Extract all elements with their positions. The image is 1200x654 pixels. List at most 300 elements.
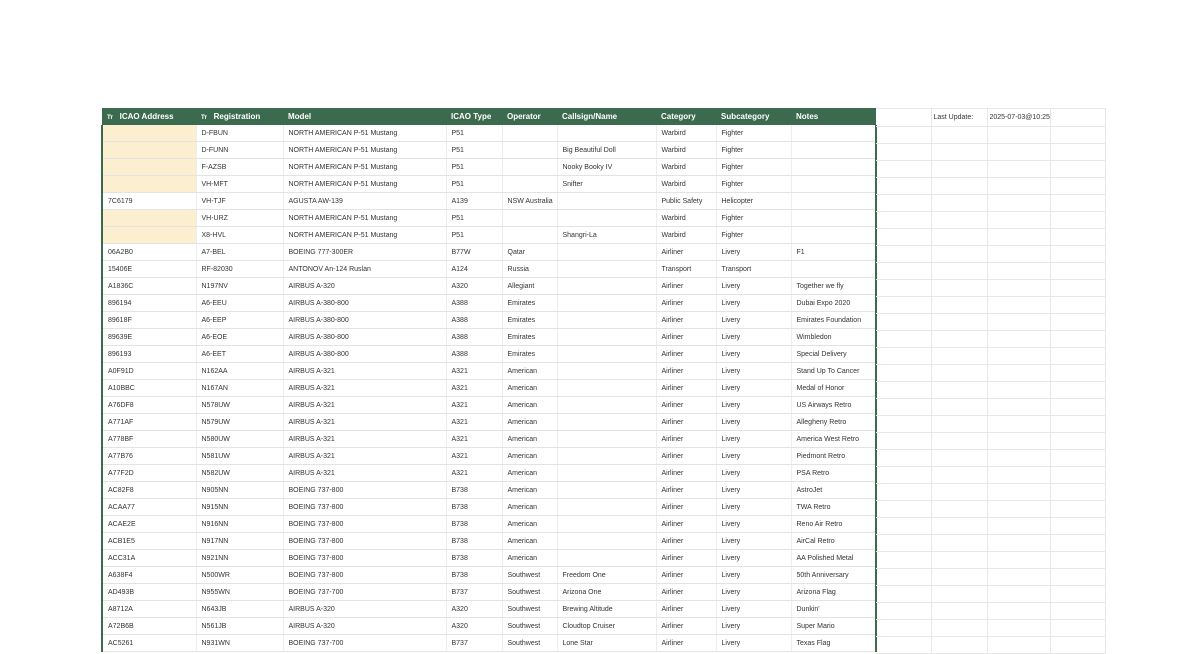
category-cell[interactable]: Airliner — [656, 465, 716, 482]
table-row[interactable] — [102, 499, 876, 516]
notes-cell[interactable]: America West Retro — [791, 431, 876, 448]
model-cell[interactable]: AIRBUS A-380-800 — [283, 329, 446, 346]
registration-cell[interactable]: N579UW — [196, 414, 283, 431]
registration-cell[interactable]: X8-HVL — [196, 227, 283, 244]
callsign-cell[interactable] — [557, 380, 656, 397]
empty-cell[interactable] — [987, 365, 1050, 382]
category-cell[interactable]: Airliner — [656, 312, 716, 329]
model-cell[interactable]: NORTH AMERICAN P-51 Mustang — [283, 125, 446, 142]
notes-cell[interactable]: Dubai Expo 2020 — [791, 295, 876, 312]
notes-cell[interactable]: 50th Anniversary — [791, 567, 876, 584]
column-header-subcategory[interactable]: Subcategory — [716, 108, 791, 125]
subcategory-cell[interactable]: Livery — [716, 244, 791, 261]
callsign-cell[interactable]: Cloudtop Cruiser — [557, 618, 656, 635]
icao-address-cell[interactable]: ACB1E5 — [102, 533, 196, 550]
registration-cell[interactable]: N916NN — [196, 516, 283, 533]
subcategory-cell[interactable]: Fighter — [716, 176, 791, 193]
icao-type-cell[interactable]: P51 — [446, 176, 502, 193]
notes-cell[interactable]: Allegheny Retro — [791, 414, 876, 431]
operator-cell[interactable]: American — [502, 397, 557, 414]
icao-address-cell[interactable]: 896194 — [102, 295, 196, 312]
table-row[interactable] — [102, 295, 876, 312]
category-cell[interactable]: Warbird — [656, 227, 716, 244]
icao-address-cell[interactable] — [102, 159, 196, 176]
empty-cell[interactable] — [1050, 467, 1105, 484]
icao-type-cell[interactable]: B738 — [446, 550, 502, 567]
registration-cell[interactable]: N581UW — [196, 448, 283, 465]
operator-cell[interactable]: American — [502, 516, 557, 533]
registration-cell[interactable]: N578UW — [196, 397, 283, 414]
category-cell[interactable]: Warbird — [656, 176, 716, 193]
empty-cell[interactable] — [987, 229, 1050, 246]
subcategory-cell[interactable]: Livery — [716, 601, 791, 618]
table-row[interactable] — [102, 363, 876, 380]
category-cell[interactable]: Airliner — [656, 533, 716, 550]
model-cell[interactable]: BOEING 737-800 — [283, 482, 446, 499]
empty-cell[interactable] — [1050, 450, 1105, 467]
registration-cell[interactable]: N162AA — [196, 363, 283, 380]
operator-cell[interactable]: American — [502, 431, 557, 448]
registration-cell[interactable]: N955WN — [196, 584, 283, 601]
empty-cell[interactable] — [987, 161, 1050, 178]
callsign-cell[interactable]: Nooky Booky IV — [557, 159, 656, 176]
icao-type-cell[interactable]: A388 — [446, 295, 502, 312]
empty-cell[interactable] — [1050, 365, 1105, 382]
empty-cell[interactable] — [987, 399, 1050, 416]
empty-cell[interactable] — [987, 518, 1050, 535]
notes-cell[interactable]: Arizona Flag — [791, 584, 876, 601]
empty-cell[interactable] — [876, 263, 931, 280]
callsign-cell[interactable] — [557, 533, 656, 550]
empty-cell[interactable] — [876, 280, 931, 297]
callsign-cell[interactable] — [557, 397, 656, 414]
empty-cell[interactable] — [931, 416, 987, 433]
empty-cell[interactable] — [876, 331, 931, 348]
empty-cell[interactable] — [987, 450, 1050, 467]
empty-cell[interactable] — [1050, 382, 1105, 399]
empty-cell[interactable] — [876, 603, 931, 620]
empty-cell[interactable] — [987, 212, 1050, 229]
icao-type-cell[interactable]: P51 — [446, 227, 502, 244]
registration-cell[interactable]: N561JB — [196, 618, 283, 635]
icao-address-cell[interactable]: A10BBC — [102, 380, 196, 397]
icao-type-cell[interactable]: P51 — [446, 159, 502, 176]
subcategory-cell[interactable]: Livery — [716, 482, 791, 499]
operator-cell[interactable]: Southwest — [502, 567, 557, 584]
icao-address-cell[interactable]: A77B76 — [102, 448, 196, 465]
icao-type-cell[interactable]: B738 — [446, 516, 502, 533]
category-cell[interactable]: Airliner — [656, 584, 716, 601]
category-cell[interactable]: Airliner — [656, 618, 716, 635]
icao-type-cell[interactable]: A124 — [446, 261, 502, 278]
empty-cell[interactable] — [987, 263, 1050, 280]
empty-cell[interactable] — [876, 229, 931, 246]
empty-cell[interactable] — [1050, 144, 1105, 161]
empty-cell[interactable] — [931, 314, 987, 331]
empty-cell[interactable] — [987, 297, 1050, 314]
subcategory-cell[interactable]: Livery — [716, 584, 791, 601]
subcategory-cell[interactable]: Livery — [716, 550, 791, 567]
empty-cell[interactable] — [931, 365, 987, 382]
icao-address-cell[interactable]: 15406E — [102, 261, 196, 278]
empty-cell[interactable] — [1050, 314, 1105, 331]
subcategory-cell[interactable]: Livery — [716, 312, 791, 329]
model-cell[interactable]: AIRBUS A-380-800 — [283, 295, 446, 312]
callsign-cell[interactable] — [557, 125, 656, 142]
icao-address-cell[interactable]: ACC31A — [102, 550, 196, 567]
category-cell[interactable]: Warbird — [656, 125, 716, 142]
empty-cell[interactable] — [876, 484, 931, 501]
callsign-cell[interactable] — [557, 244, 656, 261]
subcategory-cell[interactable]: Livery — [716, 499, 791, 516]
registration-cell[interactable]: N580UW — [196, 431, 283, 448]
last-update-label[interactable]: Last Update: — [931, 109, 987, 127]
empty-cell[interactable] — [1050, 109, 1105, 127]
empty-cell[interactable] — [876, 433, 931, 450]
callsign-cell[interactable]: Shangri-La — [557, 227, 656, 244]
callsign-cell[interactable] — [557, 312, 656, 329]
category-cell[interactable]: Airliner — [656, 550, 716, 567]
subcategory-cell[interactable]: Livery — [716, 567, 791, 584]
operator-cell[interactable]: Emirates — [502, 346, 557, 363]
empty-cell[interactable] — [931, 280, 987, 297]
notes-cell[interactable]: Together we fly — [791, 278, 876, 295]
empty-cell[interactable] — [931, 382, 987, 399]
notes-cell[interactable] — [791, 227, 876, 244]
empty-cell[interactable] — [987, 603, 1050, 620]
icao-address-cell[interactable]: A771AF — [102, 414, 196, 431]
registration-cell[interactable]: N582UW — [196, 465, 283, 482]
operator-cell[interactable]: NSW Australia — [502, 193, 557, 210]
subcategory-cell[interactable]: Livery — [716, 516, 791, 533]
empty-cell[interactable] — [987, 586, 1050, 603]
icao-address-cell[interactable]: A638F4 — [102, 567, 196, 584]
empty-cell[interactable] — [876, 416, 931, 433]
operator-cell[interactable]: American — [502, 499, 557, 516]
category-cell[interactable]: Airliner — [656, 295, 716, 312]
operator-cell[interactable]: American — [502, 363, 557, 380]
callsign-cell[interactable] — [557, 261, 656, 278]
model-cell[interactable]: AGUSTA AW-139 — [283, 193, 446, 210]
empty-cell[interactable] — [987, 178, 1050, 195]
table-row[interactable] — [102, 329, 876, 346]
empty-cell[interactable] — [876, 297, 931, 314]
empty-cell[interactable] — [876, 212, 931, 229]
icao-type-cell[interactable]: B738 — [446, 567, 502, 584]
icao-address-cell[interactable]: AC5261 — [102, 635, 196, 652]
icao-type-cell[interactable]: A321 — [446, 431, 502, 448]
callsign-cell[interactable] — [557, 363, 656, 380]
table-row[interactable] — [102, 125, 876, 142]
category-cell[interactable]: Airliner — [656, 397, 716, 414]
registration-cell[interactable]: D-FUNN — [196, 142, 283, 159]
registration-cell[interactable]: VH-URZ — [196, 210, 283, 227]
callsign-cell[interactable] — [557, 414, 656, 431]
icao-type-cell[interactable]: P51 — [446, 210, 502, 227]
operator-cell[interactable] — [502, 210, 557, 227]
subcategory-cell[interactable]: Livery — [716, 329, 791, 346]
column-header-notes[interactable]: Notes — [791, 108, 876, 125]
empty-cell[interactable] — [1050, 280, 1105, 297]
notes-cell[interactable]: Dunkin' — [791, 601, 876, 618]
subcategory-cell[interactable]: Livery — [716, 363, 791, 380]
icao-type-cell[interactable]: A320 — [446, 278, 502, 295]
column-header-callsign[interactable]: Callsign/Name — [557, 108, 656, 125]
callsign-cell[interactable] — [557, 482, 656, 499]
empty-cell[interactable] — [1050, 620, 1105, 637]
empty-cell[interactable] — [987, 246, 1050, 263]
empty-cell[interactable] — [931, 161, 987, 178]
model-cell[interactable]: AIRBUS A-320 — [283, 601, 446, 618]
notes-cell[interactable]: Reno Air Retro — [791, 516, 876, 533]
category-cell[interactable]: Airliner — [656, 635, 716, 652]
icao-type-cell[interactable]: A388 — [446, 346, 502, 363]
model-cell[interactable]: AIRBUS A-380-800 — [283, 346, 446, 363]
category-cell[interactable]: Airliner — [656, 482, 716, 499]
empty-cell[interactable] — [1050, 127, 1105, 144]
empty-cell[interactable] — [987, 382, 1050, 399]
callsign-cell[interactable]: Arizona One — [557, 584, 656, 601]
empty-cell[interactable] — [876, 246, 931, 263]
icao-address-cell[interactable]: ACAA77 — [102, 499, 196, 516]
icao-address-cell[interactable]: A72B6B — [102, 618, 196, 635]
empty-cell[interactable] — [931, 297, 987, 314]
operator-cell[interactable]: Southwest — [502, 635, 557, 652]
empty-cell[interactable] — [876, 144, 931, 161]
icao-address-cell[interactable]: AD493B — [102, 584, 196, 601]
column-header-category[interactable]: Category — [656, 108, 716, 125]
operator-cell[interactable]: Russia — [502, 261, 557, 278]
empty-cell[interactable] — [931, 433, 987, 450]
registration-cell[interactable]: N905NN — [196, 482, 283, 499]
category-cell[interactable]: Airliner — [656, 601, 716, 618]
registration-cell[interactable]: N643JB — [196, 601, 283, 618]
icao-address-cell[interactable]: 896193 — [102, 346, 196, 363]
model-cell[interactable]: AIRBUS A-321 — [283, 414, 446, 431]
operator-cell[interactable]: Southwest — [502, 618, 557, 635]
model-cell[interactable]: BOEING 737-800 — [283, 516, 446, 533]
registration-cell[interactable]: N917NN — [196, 533, 283, 550]
empty-cell[interactable] — [931, 552, 987, 569]
icao-address-cell[interactable]: 7C6179 — [102, 193, 196, 210]
empty-cell[interactable] — [1050, 552, 1105, 569]
empty-cell[interactable] — [931, 263, 987, 280]
empty-cell[interactable] — [931, 467, 987, 484]
category-cell[interactable]: Airliner — [656, 244, 716, 261]
registration-cell[interactable]: N197NV — [196, 278, 283, 295]
icao-type-cell[interactable]: A388 — [446, 312, 502, 329]
empty-cell[interactable] — [876, 586, 931, 603]
callsign-cell[interactable]: Freedom One — [557, 567, 656, 584]
table-row[interactable] — [102, 346, 876, 363]
notes-cell[interactable]: Emirates Foundation — [791, 312, 876, 329]
column-header-registration[interactable]: Tт Registration — [196, 108, 283, 125]
icao-type-cell[interactable]: B738 — [446, 499, 502, 516]
model-cell[interactable]: AIRBUS A-321 — [283, 363, 446, 380]
callsign-cell[interactable] — [557, 193, 656, 210]
empty-cell[interactable] — [931, 586, 987, 603]
empty-cell[interactable] — [1050, 246, 1105, 263]
last-update-value[interactable]: 2025-07-03@10:25 — [987, 109, 1050, 127]
empty-cell[interactable] — [931, 603, 987, 620]
table-row[interactable] — [102, 278, 876, 295]
empty-cell[interactable] — [987, 127, 1050, 144]
icao-address-cell[interactable]: A0F91D — [102, 363, 196, 380]
notes-cell[interactable]: Super Mario — [791, 618, 876, 635]
empty-cell[interactable] — [1050, 212, 1105, 229]
empty-cell[interactable] — [931, 144, 987, 161]
empty-cell[interactable] — [1050, 637, 1105, 654]
subcategory-cell[interactable]: Fighter — [716, 159, 791, 176]
table-row[interactable] — [102, 244, 876, 261]
empty-cell[interactable] — [1050, 535, 1105, 552]
model-cell[interactable]: NORTH AMERICAN P-51 Mustang — [283, 142, 446, 159]
empty-cell[interactable] — [987, 144, 1050, 161]
empty-cell[interactable] — [931, 484, 987, 501]
category-cell[interactable]: Airliner — [656, 448, 716, 465]
table-row[interactable] — [102, 635, 876, 652]
table-row[interactable] — [102, 431, 876, 448]
callsign-cell[interactable] — [557, 465, 656, 482]
subcategory-cell[interactable]: Livery — [716, 431, 791, 448]
operator-cell[interactable]: Allegiant — [502, 278, 557, 295]
model-cell[interactable]: BOEING 737-800 — [283, 533, 446, 550]
callsign-cell[interactable] — [557, 550, 656, 567]
registration-cell[interactable]: D-FBUN — [196, 125, 283, 142]
subcategory-cell[interactable]: Livery — [716, 448, 791, 465]
model-cell[interactable]: BOEING 737-800 — [283, 567, 446, 584]
empty-cell[interactable] — [876, 450, 931, 467]
empty-cell[interactable] — [1050, 161, 1105, 178]
empty-cell[interactable] — [931, 637, 987, 654]
icao-type-cell[interactable]: P51 — [446, 142, 502, 159]
model-cell[interactable]: BOEING 737-700 — [283, 635, 446, 652]
model-cell[interactable]: NORTH AMERICAN P-51 Mustang — [283, 159, 446, 176]
registration-cell[interactable]: VH-TJF — [196, 193, 283, 210]
empty-cell[interactable] — [931, 246, 987, 263]
icao-type-cell[interactable]: B737 — [446, 635, 502, 652]
category-cell[interactable]: Airliner — [656, 499, 716, 516]
operator-cell[interactable]: American — [502, 414, 557, 431]
registration-cell[interactable]: N921NN — [196, 550, 283, 567]
table-row[interactable] — [102, 312, 876, 329]
empty-cell[interactable] — [876, 382, 931, 399]
notes-cell[interactable]: Wimbledon — [791, 329, 876, 346]
table-row[interactable] — [102, 448, 876, 465]
operator-cell[interactable]: American — [502, 550, 557, 567]
empty-cell[interactable] — [1050, 416, 1105, 433]
table-row[interactable] — [102, 227, 876, 244]
icao-address-cell[interactable] — [102, 125, 196, 142]
model-cell[interactable]: AIRBUS A-321 — [283, 380, 446, 397]
icao-address-cell[interactable] — [102, 227, 196, 244]
operator-cell[interactable]: American — [502, 533, 557, 550]
operator-cell[interactable] — [502, 159, 557, 176]
notes-cell[interactable]: Medal of Honor — [791, 380, 876, 397]
table-row[interactable] — [102, 465, 876, 482]
subcategory-cell[interactable]: Livery — [716, 533, 791, 550]
operator-cell[interactable]: American — [502, 448, 557, 465]
model-cell[interactable]: BOEING 737-700 — [283, 584, 446, 601]
empty-cell[interactable] — [931, 501, 987, 518]
icao-type-cell[interactable]: B738 — [446, 533, 502, 550]
empty-cell[interactable] — [876, 348, 931, 365]
table-row[interactable] — [102, 567, 876, 584]
subcategory-cell[interactable]: Transport — [716, 261, 791, 278]
subcategory-cell[interactable]: Fighter — [716, 125, 791, 142]
icao-address-cell[interactable]: A77F2D — [102, 465, 196, 482]
table-row[interactable] — [102, 482, 876, 499]
empty-cell[interactable] — [931, 195, 987, 212]
operator-cell[interactable]: Emirates — [502, 295, 557, 312]
callsign-cell[interactable]: Snifter — [557, 176, 656, 193]
empty-cell[interactable] — [987, 280, 1050, 297]
model-cell[interactable]: AIRBUS A-320 — [283, 618, 446, 635]
empty-cell[interactable] — [876, 620, 931, 637]
empty-cell[interactable] — [987, 620, 1050, 637]
empty-cell[interactable] — [931, 331, 987, 348]
empty-cell[interactable] — [931, 569, 987, 586]
subcategory-cell[interactable]: Fighter — [716, 142, 791, 159]
empty-cell[interactable] — [876, 399, 931, 416]
table-row[interactable] — [102, 176, 876, 193]
operator-cell[interactable]: Emirates — [502, 329, 557, 346]
empty-cell[interactable] — [931, 178, 987, 195]
empty-cell[interactable] — [987, 501, 1050, 518]
empty-cell[interactable] — [876, 552, 931, 569]
empty-cell[interactable] — [1050, 484, 1105, 501]
notes-cell[interactable]: AA Polished Metal — [791, 550, 876, 567]
table-row[interactable] — [102, 618, 876, 635]
table-row[interactable] — [102, 533, 876, 550]
subcategory-cell[interactable]: Fighter — [716, 227, 791, 244]
icao-address-cell[interactable]: 06A2B0 — [102, 244, 196, 261]
table-row[interactable] — [102, 584, 876, 601]
notes-cell[interactable]: AstroJet — [791, 482, 876, 499]
callsign-cell[interactable]: Big Beautiful Doll — [557, 142, 656, 159]
notes-cell[interactable]: US Airways Retro — [791, 397, 876, 414]
model-cell[interactable]: NORTH AMERICAN P-51 Mustang — [283, 210, 446, 227]
empty-cell[interactable] — [876, 127, 931, 144]
icao-type-cell[interactable]: A320 — [446, 618, 502, 635]
empty-cell[interactable] — [876, 501, 931, 518]
empty-cell[interactable] — [931, 229, 987, 246]
notes-cell[interactable]: PSA Retro — [791, 465, 876, 482]
table-row[interactable] — [102, 210, 876, 227]
empty-cell[interactable] — [987, 348, 1050, 365]
operator-cell[interactable] — [502, 176, 557, 193]
empty-cell[interactable] — [876, 518, 931, 535]
callsign-cell[interactable] — [557, 210, 656, 227]
notes-cell[interactable] — [791, 193, 876, 210]
model-cell[interactable]: AIRBUS A-321 — [283, 465, 446, 482]
model-cell[interactable]: BOEING 737-800 — [283, 550, 446, 567]
subcategory-cell[interactable]: Livery — [716, 465, 791, 482]
category-cell[interactable]: Airliner — [656, 414, 716, 431]
icao-address-cell[interactable]: A1836C — [102, 278, 196, 295]
model-cell[interactable]: ANTONOV An-124 Ruslan — [283, 261, 446, 278]
category-cell[interactable]: Airliner — [656, 278, 716, 295]
callsign-cell[interactable] — [557, 516, 656, 533]
registration-cell[interactable]: N500WR — [196, 567, 283, 584]
operator-cell[interactable] — [502, 142, 557, 159]
notes-cell[interactable] — [791, 210, 876, 227]
empty-cell[interactable] — [876, 314, 931, 331]
empty-cell[interactable] — [1050, 297, 1105, 314]
empty-cell[interactable] — [1050, 229, 1105, 246]
icao-type-cell[interactable]: A321 — [446, 448, 502, 465]
operator-cell[interactable]: American — [502, 482, 557, 499]
